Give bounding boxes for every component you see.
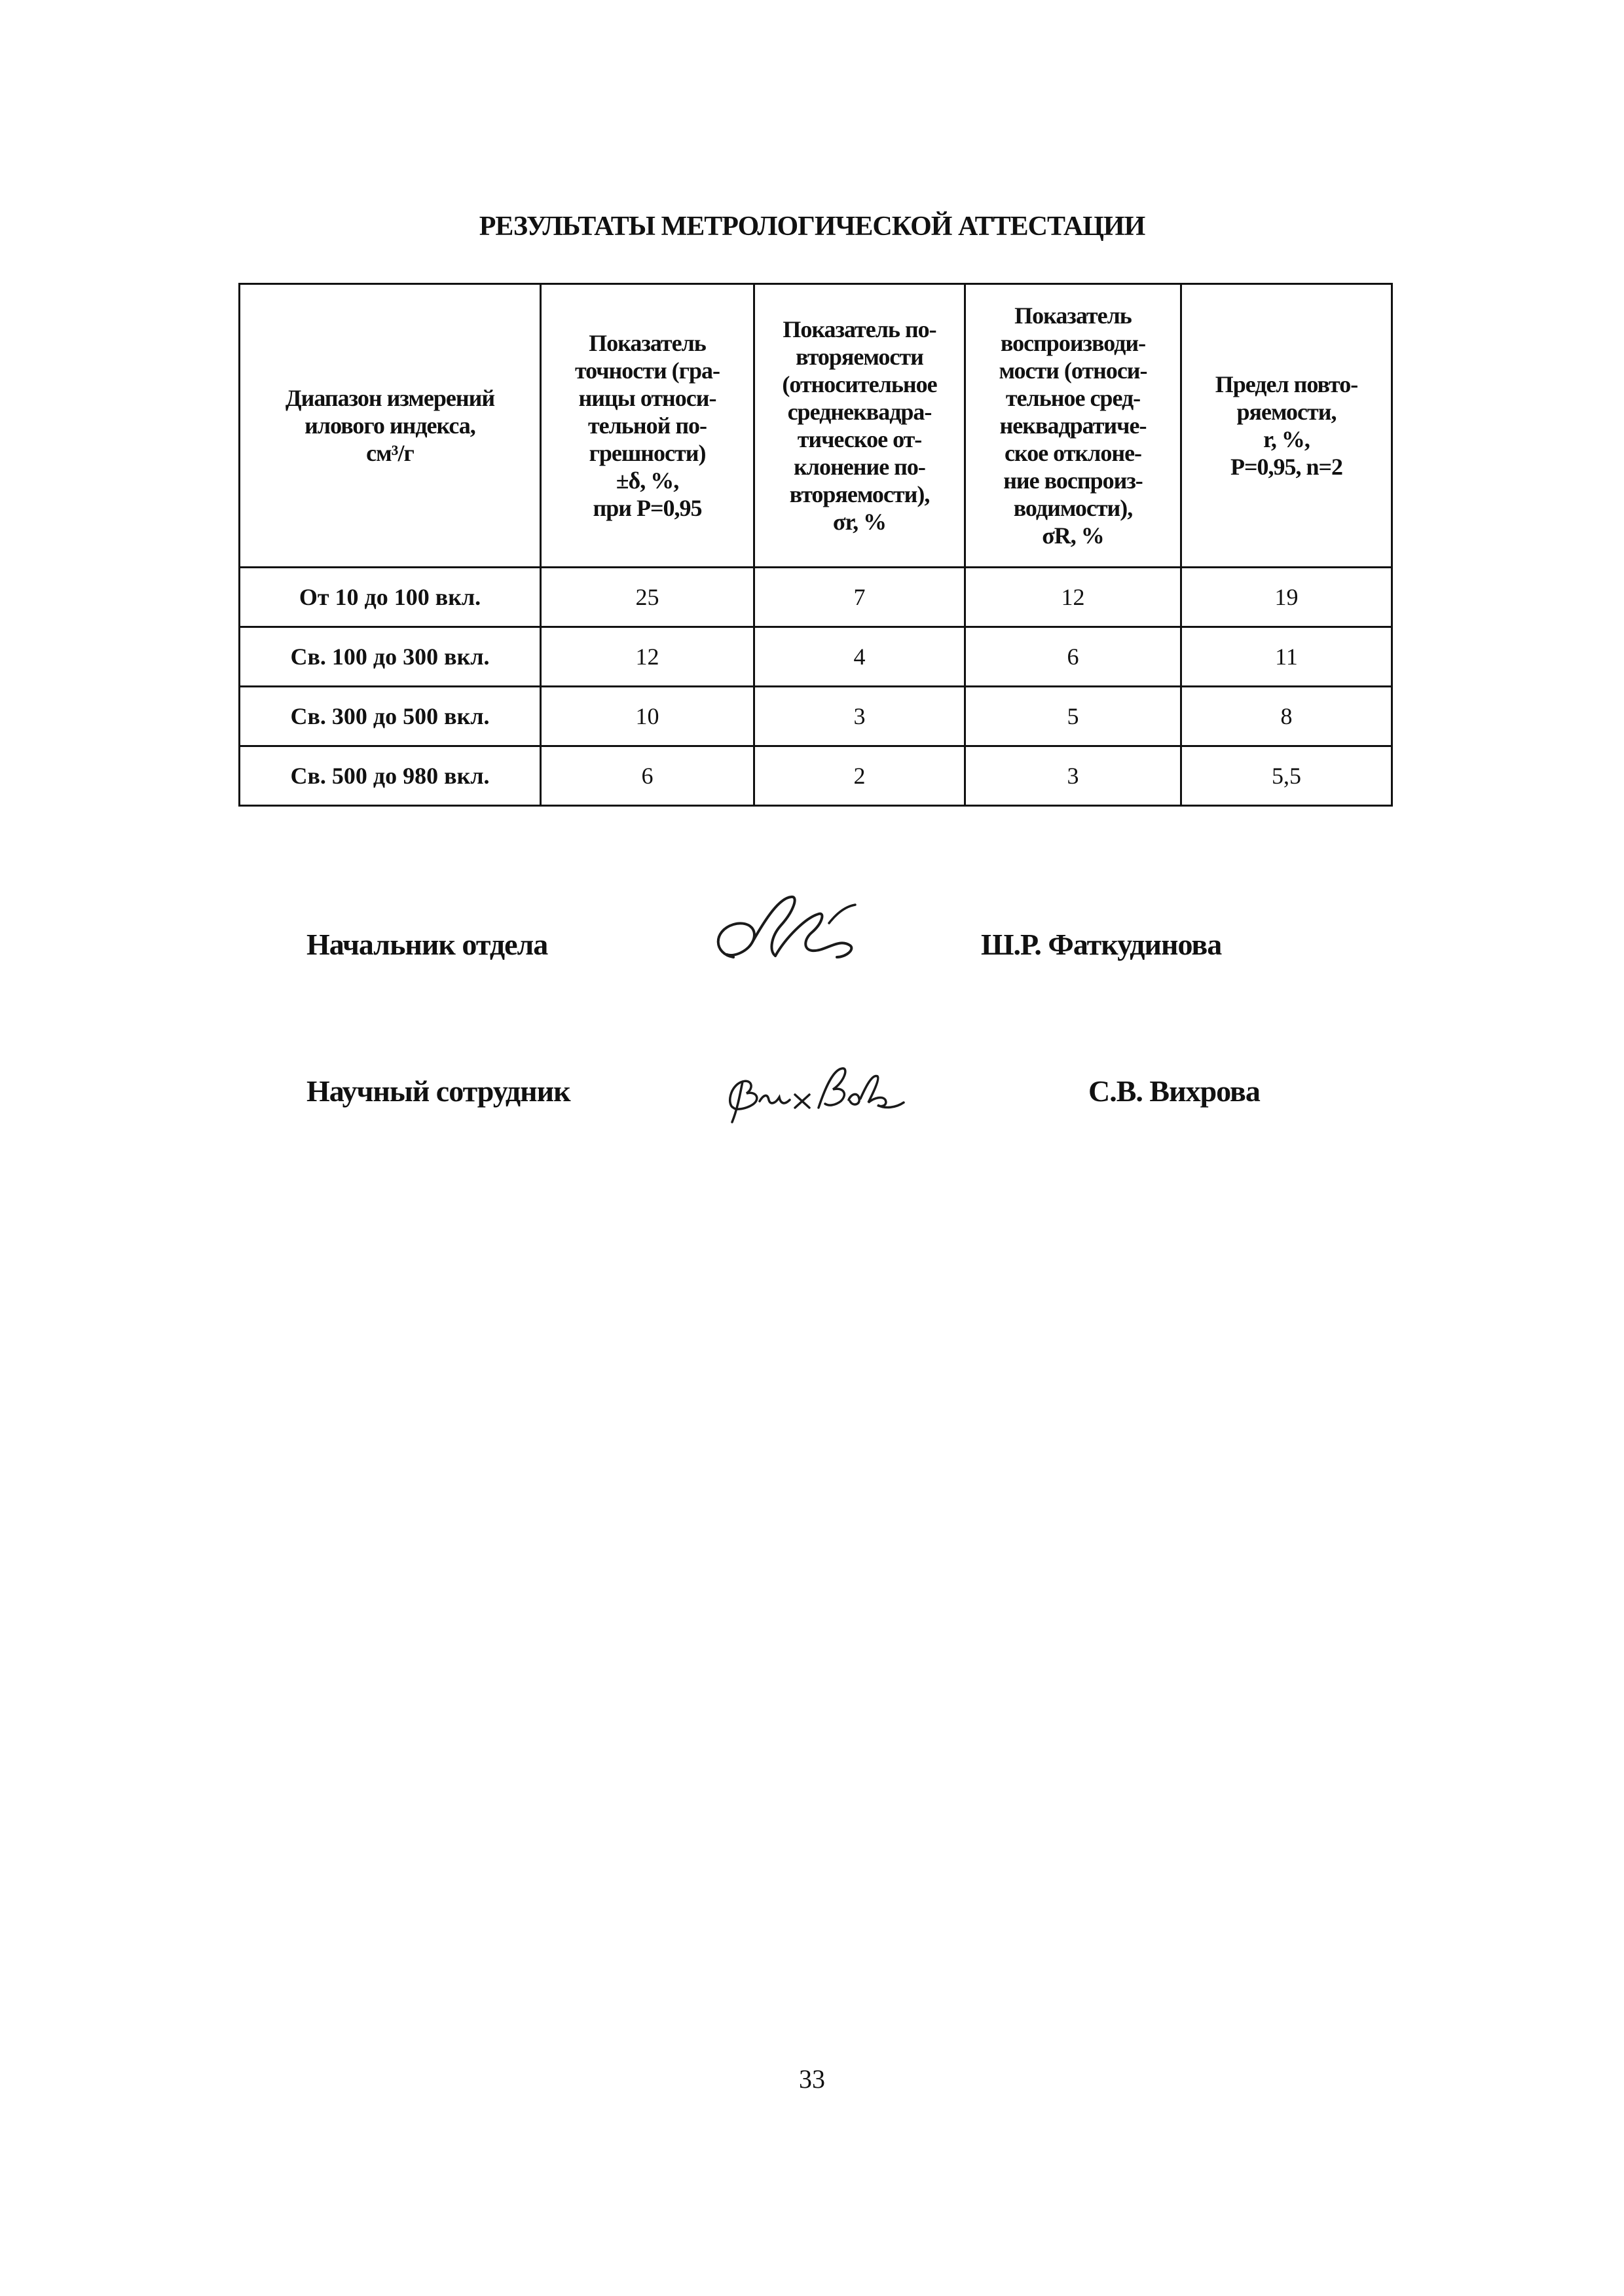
- header-line: σR, %: [1042, 522, 1104, 549]
- header-line: клонение по-: [794, 454, 925, 480]
- header-line: ницы относи-: [578, 385, 716, 411]
- cell-repeatability: 7: [754, 568, 965, 627]
- document-title: РЕЗУЛЬТАТЫ МЕТРОЛОГИЧЕСКОЙ АТТЕСТАЦИИ: [479, 211, 1145, 242]
- table-row: [240, 568, 1392, 627]
- cell-accuracy: 25: [541, 568, 754, 627]
- header-line: среднеквадра-: [787, 399, 932, 425]
- handwritten-signature-icon: [720, 1062, 910, 1131]
- cell-accuracy: 12: [541, 627, 754, 687]
- header-repeatability-limit: [1181, 284, 1392, 568]
- cell-accuracy: 6: [541, 746, 754, 806]
- header-line: σr, %: [832, 509, 887, 535]
- header-line: Показатель по-: [783, 316, 936, 342]
- handwritten-signature-icon: [707, 892, 864, 980]
- header-accuracy: [541, 284, 754, 568]
- cell-reproducibility: 6: [965, 627, 1181, 687]
- header-line: грешности): [589, 440, 706, 466]
- header-line: Предел повто-: [1215, 371, 1358, 397]
- signature-row-head-of-department: [0, 917, 1624, 995]
- header-range: [240, 284, 541, 568]
- header-line: ское отклоне-: [1004, 440, 1142, 466]
- header-line: мости (относи-: [999, 357, 1147, 384]
- header-line: вторяемости),: [789, 481, 930, 507]
- cell-range: Св. 300 до 500 вкл.: [240, 687, 541, 746]
- header-line: вторяемости: [796, 344, 923, 370]
- cell-range: Св. 100 до 300 вкл.: [240, 627, 541, 687]
- signature-name: С.В. Вихрова: [1088, 1074, 1260, 1108]
- cell-repeatability: 3: [754, 687, 965, 746]
- header-reproducibility: [965, 284, 1181, 568]
- header-line: водимости),: [1013, 495, 1133, 521]
- cell-repeatability: 2: [754, 746, 965, 806]
- signature-role: Научный сотрудник: [306, 1074, 570, 1108]
- header-line: Диапазон измерений: [285, 385, 495, 411]
- header-line: ряемости,: [1236, 399, 1337, 425]
- signature-role: Начальник отдела: [306, 928, 548, 961]
- cell-repeatability: 4: [754, 627, 965, 687]
- header-line: см³/г: [366, 440, 414, 466]
- cell-limit: 19: [1181, 568, 1392, 627]
- header-line: Показатель: [1014, 302, 1132, 329]
- header-line: тельное сред-: [1005, 385, 1141, 411]
- cell-reproducibility: 12: [965, 568, 1181, 627]
- cell-reproducibility: 3: [965, 746, 1181, 806]
- table-row: [240, 687, 1392, 746]
- table-header-row: [240, 284, 1392, 568]
- cell-limit: 11: [1181, 627, 1392, 687]
- page-number: 33: [799, 2064, 825, 2094]
- cell-range: Св. 500 до 980 вкл.: [240, 746, 541, 806]
- header-line: r, %,: [1263, 426, 1310, 452]
- header-line: (относительное: [782, 371, 937, 397]
- results-table: [238, 283, 1393, 807]
- header-line: Показатель: [589, 330, 706, 356]
- table-row: [240, 746, 1392, 806]
- header-line: тическое от-: [797, 426, 922, 452]
- header-line: тельной по-: [587, 412, 707, 439]
- cell-limit: 5,5: [1181, 746, 1392, 806]
- header-line: воспроизводи-: [1000, 330, 1146, 356]
- signature-row-researcher: [0, 1063, 1624, 1142]
- header-line: при Р=0,95: [593, 495, 702, 521]
- table-row: [240, 627, 1392, 687]
- header-repeatability: [754, 284, 965, 568]
- cell-accuracy: 10: [541, 687, 754, 746]
- cell-limit: 8: [1181, 687, 1392, 746]
- header-line: неквадратиче-: [999, 412, 1147, 439]
- cell-range: От 10 до 100 вкл.: [240, 568, 541, 627]
- header-line: ±δ, %,: [616, 467, 679, 494]
- cell-reproducibility: 5: [965, 687, 1181, 746]
- header-line: ние воспроиз-: [1003, 467, 1143, 494]
- header-line: Р=0,95, n=2: [1230, 454, 1343, 480]
- header-line: илового индекса,: [304, 412, 475, 439]
- signature-name: Ш.Р. Фаткудинова: [981, 928, 1222, 961]
- header-line: точности (гра-: [574, 357, 720, 384]
